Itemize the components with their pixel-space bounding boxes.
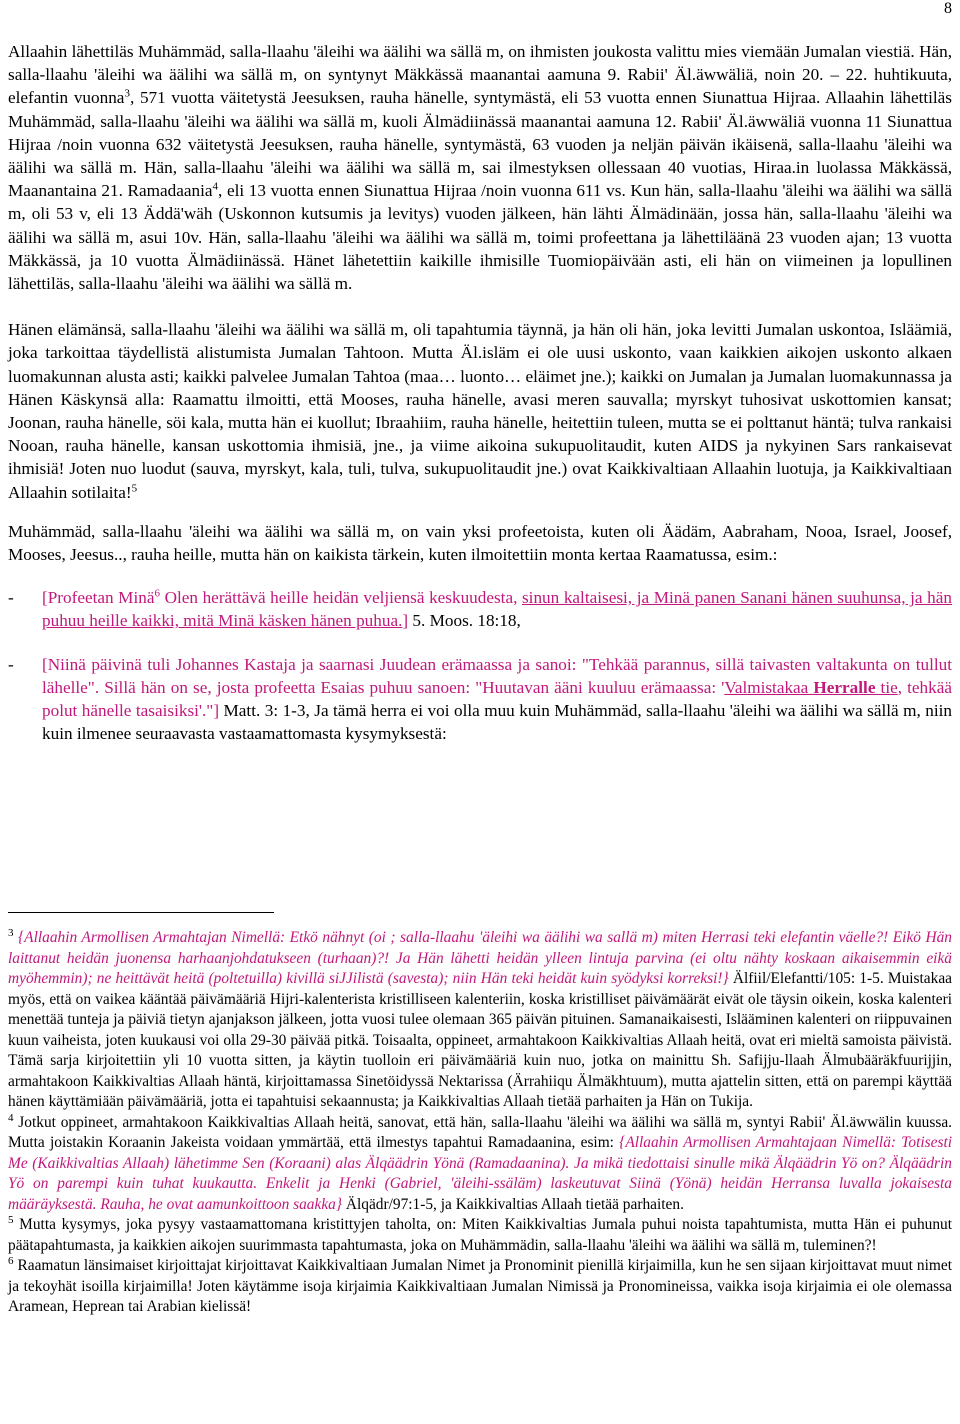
footnote-separator [8, 912, 274, 913]
bullet-matthew: - [Niinä päivinä tuli Johannes Kastaja ja saarnasi Juudean erämaassa ja sanoi: "Tehkää parannus, sillä taivasten valtakunta on tullut lähelle". Sillä hän on se, josta profeetta Esaias puhuu sanoen: "Huutavan ääni kuuluu erämaassa: 'Valmistakaa Herralle tie, tehkää polut hänelle tasaisiksi'."] Matt. 3: 1-3, Ja tämä herra ei voi olla muu kuin Muhämmäd, salla-llaahu 'äleihi wa äälihi wa sällä m, niin kuin ilmenee seuraavasta vastaamattomasta kysymyksestä: [8, 653, 952, 746]
bullet-deuteronomy: - [Profeetan Minä$^6$ Olen herättävä heille heidän veljiensä keskuudesta, sinun kaltaisesi, ja Minä panen Sanani hänen suuhunsa, ja hän puhuu heille kaikki, mitä Minä käsken hänen puhua.] 5. Moos. 18:18, [8, 586, 952, 632]
page-number: 8 [944, 0, 952, 17]
footnote-ref-6[interactable]: 6 [154, 587, 160, 600]
footnotes [8, 928, 952, 1318]
footnote-ref-5[interactable]: 5 [131, 481, 138, 494]
paragraph-biography: Allaahin lähettiläs Muhämmäd, salla-llaahu 'äleihi wa äälihi wa sällä m, on ihmisten joukosta valittu mies viemään Jumalan viestiä. Hän, salla-llaahu 'äleihi wa äälihi wa sällä m, on syntynyt Mäkkässä maanantai aamuna 9. Rabii' Äl.äwwäliä, noin 20. – 22. huhtikuuta, elefantin vuonna$^3$, 571 vuotta väitetystä Jeesuksen, rauha hänelle, syntymästä, eli 53 vuotta ennen Siunattua Hijraa. Allaahin lähettiläs Muhämmäd, salla-llaahu 'äleihi wa äälihi wa sällä m, kuoli Älmädiinässä maanantai aamuna 12. Rabii' Äl.äwwäliä vuonna 11 Siunattua Hijraa /noin vuonna 632 väitetystä Jeesuksen, rauha hänelle, syntymästä, 63 vuoden ja neljän päivän ikäisenä, salla-llaahu 'äleihi wa äälihi wa sällä m. Hän, salla-llaahu 'äleihi wa äälihi wa sällä m, sai ilmestyksen ollessaan 40 vuotias, Hiraa.in luolassa Mäkkässä, Maanantaina 21. Ramadaania$^4$, eli 13 vuotta ennen Siunattua Hijraa /noin vuonna 611 vs. Kun hän, salla-llaahu 'äleihi wa äälihi wa sällä m, oli 53 v, eli 13 Äddä'wäh (Uskonnon kutsumis ja levitys) vuoden jälkeen, hän lähti Älmädinään, jossa hän, salla-llaahu 'äleihi wa äälihi wa sällä m, asui 10v. Hän, salla-llaahu 'äleihi wa äälihi wa sällä m, toimi profeettana ja lähettiläänä 23 vuoden ajan; 13 vuotta Mäkkässä, ja 10 vuotta Älmädiinässä. Hänet lähetettiin kaikille ihmisille Tuomiopäivään asti, eli hän on viimeinen ja lopullinen lähettiläs, salla-llaahu 'äleihi wa äälihi wa sällä m. [8, 42, 952, 294]
footnote-4: $^4$ Jotkut oppineet, armahtakoon Kaikkivaltias Allaah heitä, sanovat, että hän, salla-llaahu 'äleihi wa äälihi wa sällä m, syntyi Rabii' Äl.äwwälin kuussa. Mutta joistakin Koraanin Jakeista voidaan ymmärtää, että ilmestys tapahtui Ramadaanina, esim: {Allaahin Armollisen Armahtajaan Nimellä: Totisesti Me (Kaikkivaltias Allaah) lähetimme Sen (Koraani) alas Älqäädrin Yönä (Ramadaanina). Ja mikä tiedottaisi sinulle mikä Älqäädrin Yö on? Älqäädrin Yö on parempi kuin tuhat kuukautta. Enkelit ja Henki (Gabriel, 'äleihi-ssäläm) laskeutuvat Siinä (Yönä) heidän Herransa luvalla jokaisesta määräyksestä. Rauha, he ovat aamunkoittoon saakka} Älqädr/97:1-5, ja Kaikkivaltias Allaah tietää parhaiten. [8, 1111, 952, 1213]
footnote-ref-3[interactable]: 3 [124, 87, 130, 100]
footnote-3: $^3$ {Allaahin Armollisen Armahtajan Nimellä: Etkö nähnyt (oi ; salla-llaahu 'äleihi wa äälihi wa sallä m) miten Herrasi teki elefantin väelle?! Eikö Hän laittanut heidän juonensa harhaanjohdatukseen (turhaan)?! Ja Hän lähetti heidän ylleen lintuja parvina (ei oltu nähty koskaan aikaisemmin eikä myöhemmin); ne heittävät heitä (poltetuilla) kivillä siJJilistä (savesta); niin Hän teki heidät kuin syödyksi korreksi!} Älfiil/Elefantti/105: 1-5. Muistakaa myös, että on vaikea kääntää päivämääriä Hijri-kalenterista kristilliseen kalenteriin, koska kristilliset päivämäärät eivät ole täysin oikein, koska kalenteri menettää tunteja ja päiviä tietyn ajanjakson jälkeen, jotta vuosi tulee olemaan 365 päivän pituinen. Samanaikaisesti, Islääminen kalenteri on riippuvainen kuun vaiheista, joten kuukausi voi olla 29-30 päivää pitkä. Toisaalta, oppineet, armahtakoon Kaikkivaltias Allaah heitä, ovat eri mieltä samoista päivistä. Tämä sarja kirjoitettiin yli 10 vuotta sitten, ja käytin tuolloin eri päivämääriä kuin nuo, jotka on mainittu Sh. Safijju-llaah Älmubääräkfuurijjin, armahtakoon Kaikkivaltias Allaah häntä, kirjoittamassa Sinetöidyssä Nektarissa (Ärrahiiqu Älmäkhtuum), mutta ajattelin sitten, että on parempi käyttää hänen käyttämiään päivämääriä, jotta ei tapahtuisi sekaannusta; ja Kaikkivaltias Allaah tietää parhaiten ja Hän on Tukija. [8, 926, 952, 1110]
main-text [8, 40, 952, 745]
footnote-5: $^5$ Mutta kysymys, joka pysyy vastaamattomana kristittyjen taholta, on: Miten Kaikkivaltias Jumala puhui noista tapahtumista, mutta Hän ei puhunut päätapahtumasta, ja kaikkien aikojen suurimmasta tapahtumasta, joka on Muhämmädin, salla-llaahu 'äleihi wa äälihi wa sällä m, tuleminen?! [8, 1213, 952, 1254]
bullet-dash: - [8, 654, 14, 674]
bullet-dash: - [8, 588, 14, 608]
footnote-ref-4[interactable]: 4 [212, 180, 218, 193]
paragraph-prophets: Muhämmäd, salla-llaahu 'äleihi wa äälihi wa sällä m, on vain yksi profeetoista, kuten oli Äädäm, Aabraham, Nooa, Israel, Joosef, Mooses, Jeesus.., rauha heille, mutta hän on kaikista tärkein, kuten ilmoitettiin monta kertaa Raamatussa, esim.: [8, 521, 952, 565]
paragraph-islam: Hänen elämänsä, salla-llaahu 'äleihi wa äälihi wa sällä m, oli tapahtumia täynnä, ja hän oli hän, joka levitti Jumalan uskontoa, Isläämiä, joka tarkoittaa täydellistä alistumista Jumalan Tahtoon. Mutta Äl.isläm ei ole uusi uskonto, vaan kaikkien aikojen uskonto alkaen luomakunnan alusta asti; kaikki palvelee Jumalan Tahtoa (maa… luonto… eläimet jne.); kaikki on Jumalan ja Jumalan luomakunnassa ja Hänen Käskynsä alla: Raamattu ilmoitti, että Mooses, rauha hänelle, avasi meren sauvalla; myrskyt tuhosivat uskottomien kansat; Joonan, rauha hänelle, söi kala, mutta hän ei kuollut; Ibraahiim, rauha hänelle, heitettiin tuleen, mutta se ei polttanut häntä; tulva rankaisi Nooan, rauha hänelle, kansan uskottomia ihmisiä, jne., ja viime aikoina sukupuolitaudit, kuten AIDS ja nykyinen Sars rankaisevat ihmisiä! Joten nuo luodut (sauva, myrskyt, kala, tuli, tulva, sukupuolitaudit jne.) ovat Kaikkivaltiaan Allaahin luotuja, ja Kaikkivaltiaan Allaahin sotilaita!$^5$ [8, 320, 952, 502]
footnote-6: $^6$ Raamatun länsimaiset kirjoittajat kirjoittavat Kaikkivaltiaan Jumalan Nimet ja Pronominit pienillä kirjaimilla, kun he sen sijaan kirjoittavat muut nimet ja tekoyhät isoilla kirjaimilla! Joten käytämme isoja kirjaimia Kaikkivaltiaan Jumalan Nimissä ja Pronomineissa, vaikka isoja kirjaimia ei ole olemassa Aramean, Heprean tai Arabian kielissä! [8, 1254, 952, 1315]
